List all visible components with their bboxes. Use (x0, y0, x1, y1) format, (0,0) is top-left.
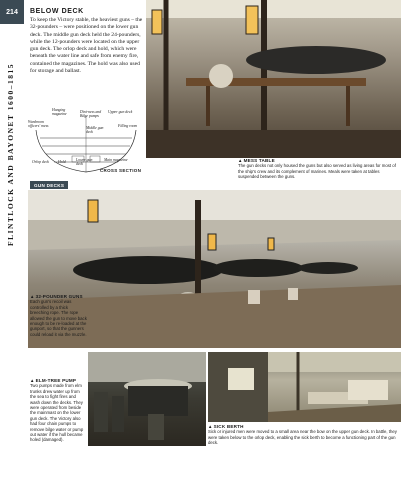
label-main-magazine: Main magazine (104, 158, 128, 162)
elm-tree-pump-illustration (88, 352, 206, 446)
triangle-up-icon: ▲ (208, 424, 213, 429)
label-filling-room: Filling room (118, 124, 138, 128)
mess-table-body: The gun decks not only housed the guns but also served as living areas for most of the ship's crew and its complement of marines. Meals were taken at tables suspended between the guns. (238, 163, 396, 180)
triangle-up-icon: ▲ (238, 158, 243, 163)
label-wardroom: Wardroom officers' mess (28, 120, 49, 129)
mess-table-illustration (146, 0, 401, 158)
label-hold: Hold (58, 160, 66, 164)
triangle-up-icon: ▲ (30, 378, 35, 383)
label-upper-gun-deck: Upper gun deck (108, 110, 133, 114)
running-head: FLINTLOCK AND BAYONET 1600–1815 (6, 63, 15, 247)
diagram-title: CROSS SECTION (100, 168, 142, 173)
elm-tree-pump-photo (88, 352, 206, 446)
sick-berth-illustration (208, 352, 401, 422)
guns-title: 32-POUNDER GUNS (35, 294, 83, 299)
page-number: 214 (0, 0, 24, 24)
section-heading: BELOW DECK (30, 8, 84, 15)
sick-berth-photo (208, 352, 401, 422)
label-orlop-deck: Orlop deck (32, 160, 49, 164)
guns-caption (30, 294, 88, 337)
section-tag-gun-decks: GUN DECKS (30, 181, 68, 189)
intro-block (30, 8, 145, 75)
sick-berth-title: SICK BERTH (213, 424, 244, 429)
label-lower-gun-deck: Lower gun deck (76, 158, 93, 167)
pump-caption (30, 378, 86, 443)
guns-body: Each gun's recoil was controlled by a thick breeching rope. The rope allowed the gun to move back enough to be re-loaded at the gunport, so that the gunners could reload it via the muzzle. (30, 299, 87, 337)
mess-table-caption (238, 158, 398, 180)
label-hanging-magazine: Hanging magazine (52, 108, 67, 117)
triangle-up-icon: ▲ (30, 294, 35, 299)
mess-table-photo (146, 0, 401, 158)
pump-title: ELM-TREE PUMP (35, 378, 77, 383)
sick-berth-body: Sick or injured men were moved to a small area near the bow on the upper gun deck. In battle, they were taken below to the orlop deck, enabling the sick berth to become a functioning part of the gun deck. (208, 429, 397, 446)
page-spine (0, 0, 24, 480)
label-dining: Dini-ness and Bilge pumps (80, 110, 102, 119)
pump-body: Two pumps made from elm trunks drew water up from the sea to fight fires and wash down the decks. They were operated from beside the mainmast on the lower gun deck. The Victory also had four chain pumps to remove bilge water or pump out water if the hull became holed (damaged). (30, 383, 84, 443)
sick-berth-caption (208, 424, 398, 446)
mess-table-title: MESS TABLE (243, 158, 275, 163)
label-middle-gun-deck: Middle gun deck (86, 126, 104, 135)
intro-body: To keep the Victory stable, the heaviest guns – the 32-pounders – were positioned on the lower gun deck. The middle gun deck held the 24-pounders, while the 12-pounders were located on the upper gun deck. The orlop deck and hold, which were beneath the water line and safe from enemy fire, contained the magazines. The hold was also used for storage and ballast. (30, 17, 143, 75)
